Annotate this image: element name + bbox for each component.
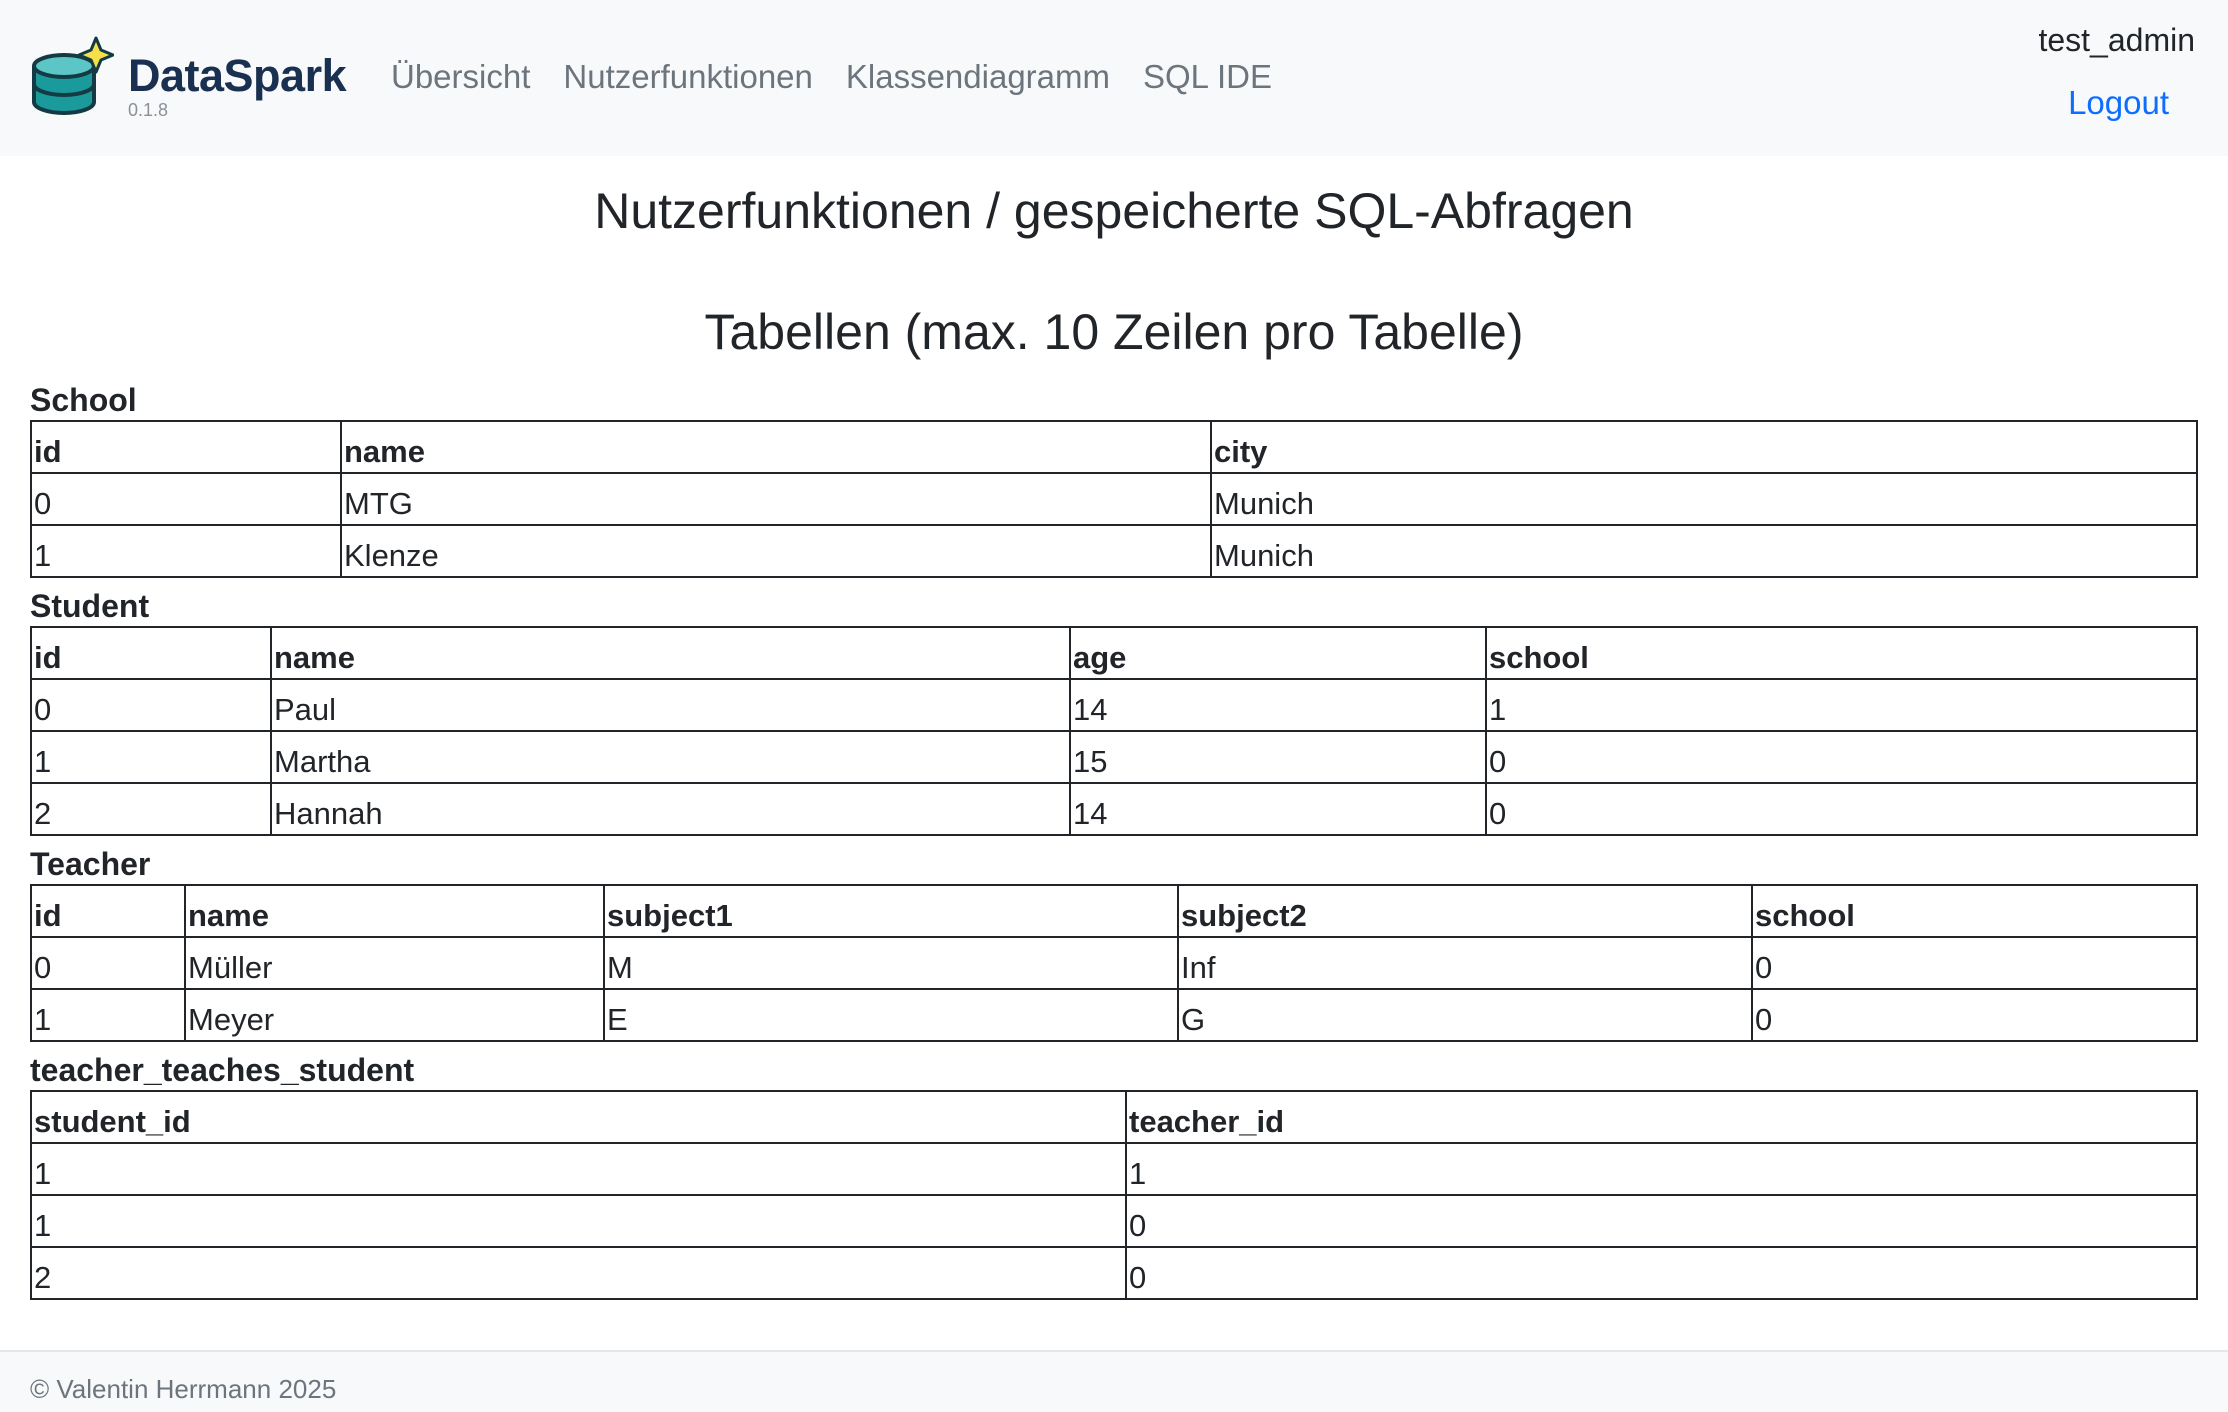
table-cell: 0 — [1126, 1195, 2197, 1247]
column-header: name — [185, 885, 604, 937]
teacher-teaches-student-table — [30, 1090, 2198, 1300]
table-cell: 0 — [31, 937, 185, 989]
table-cell: Munich — [1211, 473, 2197, 525]
table-title-teacher: Teacher — [30, 846, 151, 882]
table-row — [31, 783, 2197, 835]
footer — [0, 1350, 2228, 1412]
footer-copyright: © Valentin Herrmann 2025 — [30, 1374, 337, 1404]
brand-name[interactable]: DataSpark — [128, 50, 347, 101]
table-cell: Müller — [185, 937, 604, 989]
table-cell: 1 — [31, 1143, 1126, 1195]
table-cell: Meyer — [185, 989, 604, 1041]
logout-link[interactable]: Logout — [2068, 84, 2169, 121]
table-row — [31, 679, 2197, 731]
table-cell: 2 — [31, 783, 271, 835]
table-cell: 14 — [1070, 679, 1486, 731]
nav-link-sql-ide[interactable]: SQL IDE — [1143, 58, 1272, 95]
nav-link-uebersicht[interactable]: Übersicht — [391, 58, 531, 95]
table-cell: 0 — [1486, 731, 2197, 783]
database-logo-icon[interactable] — [30, 36, 114, 120]
table-cell: 1 — [31, 1195, 1126, 1247]
navbar — [0, 0, 2228, 156]
section-title: Tabellen (max. 10 Zeilen pro Tabelle) — [704, 304, 1524, 360]
table-cell: 0 — [1752, 989, 2197, 1041]
table-header-row — [31, 885, 2197, 937]
table-cell: 0 — [1752, 937, 2197, 989]
brand-version: 0.1.8 — [128, 100, 169, 120]
nav-link-klassendiagramm[interactable]: Klassendiagramm — [845, 58, 1110, 95]
username-label: test_admin — [2038, 22, 2195, 58]
table-cell: 1 — [31, 989, 185, 1041]
table-cell: 1 — [31, 731, 271, 783]
column-header: student_id — [31, 1091, 1126, 1143]
table-title-student: Student — [30, 588, 150, 624]
nav-link-nutzerfunktionen[interactable]: Nutzerfunktionen — [563, 58, 813, 95]
table-cell: M — [604, 937, 1178, 989]
column-header: name — [271, 627, 1070, 679]
table-row — [31, 1247, 2197, 1299]
table-cell: Hannah — [271, 783, 1070, 835]
column-header: id — [31, 885, 185, 937]
table-cell: 0 — [31, 473, 341, 525]
column-header: name — [341, 421, 1211, 473]
table-row — [31, 731, 2197, 783]
table-row — [31, 937, 2197, 989]
table-header-row — [31, 627, 2197, 679]
column-header: id — [31, 627, 271, 679]
table-title-school: School — [30, 382, 137, 418]
column-header: school — [1752, 885, 2197, 937]
table-cell: 0 — [1126, 1247, 2197, 1299]
table-row — [31, 1195, 2197, 1247]
page-title: Nutzerfunktionen / gespeicherte SQL-Abfragen — [594, 183, 1634, 239]
table-row — [31, 525, 2197, 577]
table-cell: Paul — [271, 679, 1070, 731]
table-row — [31, 1143, 2197, 1195]
school-table — [30, 420, 2198, 578]
table-cell: 0 — [31, 679, 271, 731]
table-cell: 14 — [1070, 783, 1486, 835]
table-cell: MTG — [341, 473, 1211, 525]
table-header-row — [31, 421, 2197, 473]
column-header: city — [1211, 421, 2197, 473]
table-title-teacher-teaches-student: teacher_teaches_student — [30, 1052, 415, 1088]
table-cell: 0 — [1486, 783, 2197, 835]
column-header: subject2 — [1178, 885, 1752, 937]
table-cell: 2 — [31, 1247, 1126, 1299]
table-cell: 15 — [1070, 731, 1486, 783]
table-cell: 1 — [31, 525, 341, 577]
tables-container — [30, 380, 2198, 1308]
column-header: age — [1070, 627, 1486, 679]
table-cell: Inf — [1178, 937, 1752, 989]
table-cell: G — [1178, 989, 1752, 1041]
student-table — [30, 626, 2198, 836]
column-header: subject1 — [604, 885, 1178, 937]
table-cell: Munich — [1211, 525, 2197, 577]
table-cell: Martha — [271, 731, 1070, 783]
table-cell: E — [604, 989, 1178, 1041]
column-header: school — [1486, 627, 2197, 679]
table-cell: Klenze — [341, 525, 1211, 577]
column-header: id — [31, 421, 341, 473]
teacher-table — [30, 884, 2198, 1042]
column-header: teacher_id — [1126, 1091, 2197, 1143]
table-row — [31, 989, 2197, 1041]
table-cell: 1 — [1486, 679, 2197, 731]
table-cell: 1 — [1126, 1143, 2197, 1195]
table-header-row — [31, 1091, 2197, 1143]
table-row — [31, 473, 2197, 525]
nav-links — [391, 58, 1305, 96]
